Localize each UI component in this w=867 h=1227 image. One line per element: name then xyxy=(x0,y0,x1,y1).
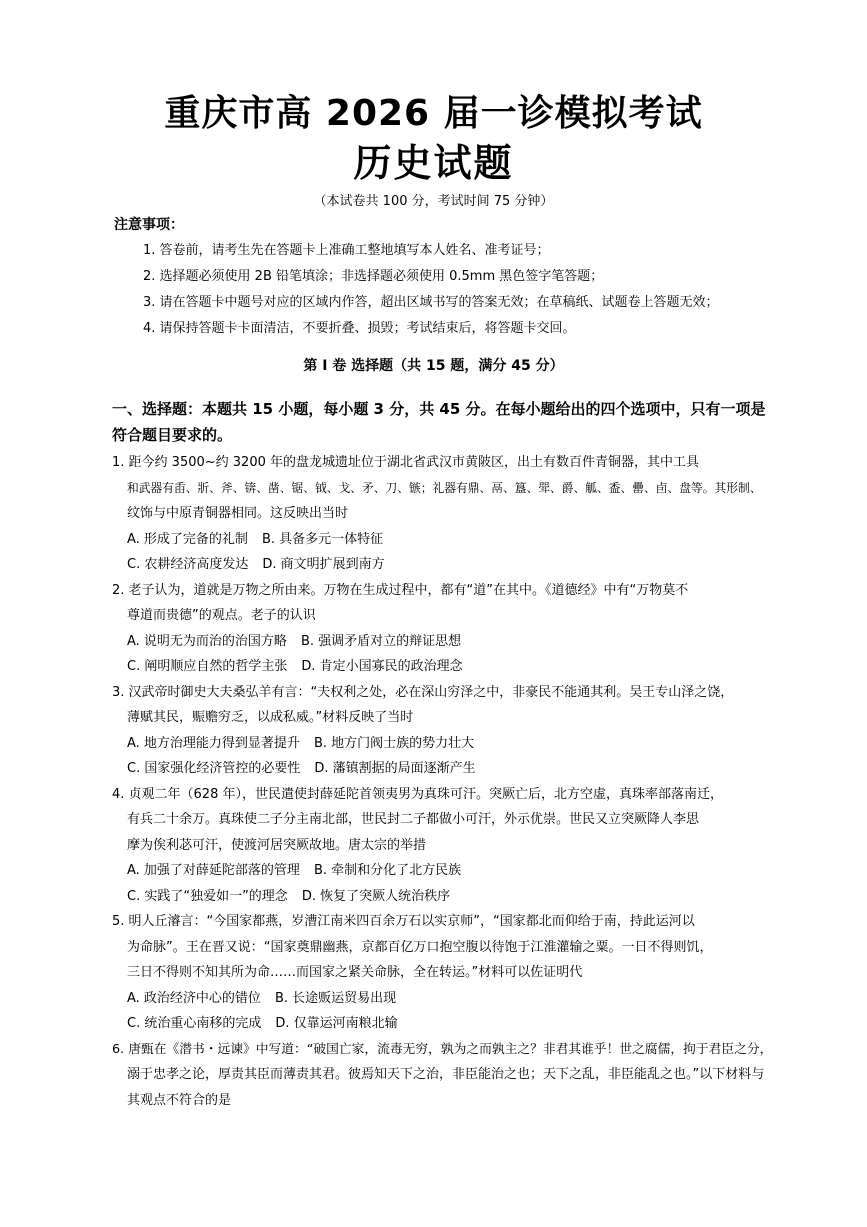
option-d: D. 藩镇割据的局面逐渐产生 xyxy=(314,761,476,776)
option-a: A. 说明无为而治的治国方略 xyxy=(127,633,287,649)
question-1 xyxy=(112,450,772,578)
question-stem: 6. 唐甄在《潜书・远谏》中写道：“破国亡家，流毒无穷，孰为之而孰主之？非君其谁乎！世之腐儒，拘于君臣之分， xyxy=(112,1041,773,1057)
section-heading-line: 符合题目要求的。 xyxy=(112,426,233,444)
question-stem: 1. 距今约 3500~约 3200 年的盘龙城遗址位于湖北省武汉市黄陂区，出土有数百件青铜器，其中工具 xyxy=(112,455,699,470)
question-stem: 和武器有臿、斨、斧、锛、凿、锯、钺、戈、矛、刀、镞；礼器有鼎、鬲、簋、斝、爵、觚、盉、罍、卣、盘等。其形制、 xyxy=(127,480,762,495)
notice-heading: 注意事项： xyxy=(114,217,184,233)
option-d: D. 商文明扩展到南方 xyxy=(262,557,385,572)
option-c: C. 阐明顺应自然的哲学主张 xyxy=(127,659,288,674)
question-5 xyxy=(112,909,772,1037)
question-6 xyxy=(112,1037,772,1114)
question-stem: 摩为俟利苾可汗，使渡河居突厥故地。唐太宗的举措 xyxy=(127,837,427,853)
option-row xyxy=(112,884,772,910)
question-stem: 尊道而贵德”的观点。老子的认识 xyxy=(127,608,316,623)
option-row xyxy=(112,858,772,884)
notice-list xyxy=(143,241,823,345)
option-c: C. 统治重心南移的完成 xyxy=(127,1016,262,1031)
question-stem: 2. 老子认为，道就是万物之所由来。万物在生成过程中，都有“道”在其中。《道德经》中有“万物莫不 xyxy=(112,582,689,598)
part-heading: 第 Ⅰ 卷 选择题（共 15 题，满分 45 分） xyxy=(303,358,564,374)
exam-info: （本试卷共 100 分，考试时间 75 分钟） xyxy=(313,194,554,209)
question-stem: 溺于忠孝之论，厚责其臣而薄责其君。彼焉知天下之治，非臣能治之也；天下之乱，非臣能乱之也。”以下材料与 xyxy=(127,1067,765,1082)
option-a: A. 形成了完备的礼制 xyxy=(127,531,248,547)
question-stem: 为命脉”。王在晋又说：“国家奠鼎幽燕，京都百亿万口抱空腹以待饱于江淮灌输之粟。一日不得则饥， xyxy=(127,939,713,955)
option-row xyxy=(112,527,772,553)
option-b: B. 牵制和分化了北方民族 xyxy=(313,863,462,878)
question-stem: 4. 贞观二年（628 年），世民遣使封薛延陀首领夷男为真珠可汗。突厥亡后，北方空虚，真珠率部落南迁， xyxy=(112,786,723,802)
question-stem: 5. 明人丘濬言：“今国家都燕，岁漕江南米四百余万石以实京师”，“国家都北而仰给于南，持此运河以 xyxy=(112,914,695,929)
question-stem: 其观点不符合的是 xyxy=(127,1092,232,1108)
option-c: C. 实践了“独爱如一”的理念 xyxy=(127,888,288,904)
notice-item: 3. 请在答题卡中题号对应的区域内作答，超出区域书写的答案无效；在草稿纸、试题卷上答题无效； xyxy=(143,295,719,310)
section-heading xyxy=(112,396,772,448)
option-c: C. 国家强化经济管控的必要性 xyxy=(127,761,301,776)
option-d: D. 仅靠运河南粮北输 xyxy=(275,1016,398,1031)
option-row xyxy=(112,629,772,655)
notice-item: 1. 答卷前，请考生先在答题卡上准确工整地填写本人姓名、准考证号； xyxy=(143,243,550,258)
option-row xyxy=(112,731,772,757)
option-c: C. 农耕经济高度发达 xyxy=(127,557,249,572)
question-2 xyxy=(112,578,772,680)
option-b: B. 长途贩运贸易出现 xyxy=(274,990,397,1006)
option-d: D. 恢复了突厥人统治秩序 xyxy=(301,888,451,904)
option-a: A. 政治经济中心的错位 xyxy=(127,990,261,1006)
option-row xyxy=(112,552,772,578)
question-stem: 3. 汉武帝时御史大夫桑弘羊有言：“夫权利之处，必在深山穷泽之中，非豪民不能通其利。吴王专山泽之饶， xyxy=(112,684,734,700)
option-b: B. 具备多元一体特征 xyxy=(261,531,384,547)
section-heading-line: 一、选择题：本题共 15 小题，每小题 3 分，共 45 分。在每小题给出的四个选项中，只有一项是 xyxy=(112,400,766,418)
exam-title: 重庆市高 2026 届一诊模拟考试 xyxy=(164,93,703,134)
option-d: D. 肯定小国寡民的政治理念 xyxy=(301,659,463,674)
notice-item: 4. 请保持答题卡卡面清洁，不要折叠、损毁；考试结束后，将答题卡交回。 xyxy=(143,321,576,336)
question-4 xyxy=(112,782,772,910)
option-row xyxy=(112,1011,772,1037)
option-row xyxy=(112,986,772,1012)
option-row xyxy=(112,756,772,782)
notice-item: 2. 选择题必须使用 2B 铅笔填涂；非选择题必须使用 0.5mm 黑色签字笔答题； xyxy=(143,269,604,284)
question-list xyxy=(112,450,772,1113)
question-stem: 薄赋其民，赈赡穷乏，以成私威。”材料反映了当时 xyxy=(127,710,414,725)
option-row xyxy=(112,654,772,680)
option-b: B. 地方门阀士族的势力壮大 xyxy=(313,735,475,751)
subject-title: 历史试题 xyxy=(353,141,514,185)
question-stem: 有兵二十余万。真珠使二子分主南北部，世民封二子都做小可汗，外示优崇。世民又立突厥降人李思 xyxy=(127,812,700,827)
question-stem: 三日不得则不知其所为命……而国家之紧关命脉，全在转运。”材料可以佐证明代 xyxy=(127,965,583,980)
question-3 xyxy=(112,680,772,782)
option-a: A. 加强了对薛延陀部落的管理 xyxy=(127,863,300,878)
question-stem: 纹饰与中原青铜器相同。这反映出当时 xyxy=(127,506,349,521)
option-b: B. 强调矛盾对立的辩证思想 xyxy=(300,633,462,649)
option-a: A. 地方治理能力得到显著提升 xyxy=(127,735,300,751)
